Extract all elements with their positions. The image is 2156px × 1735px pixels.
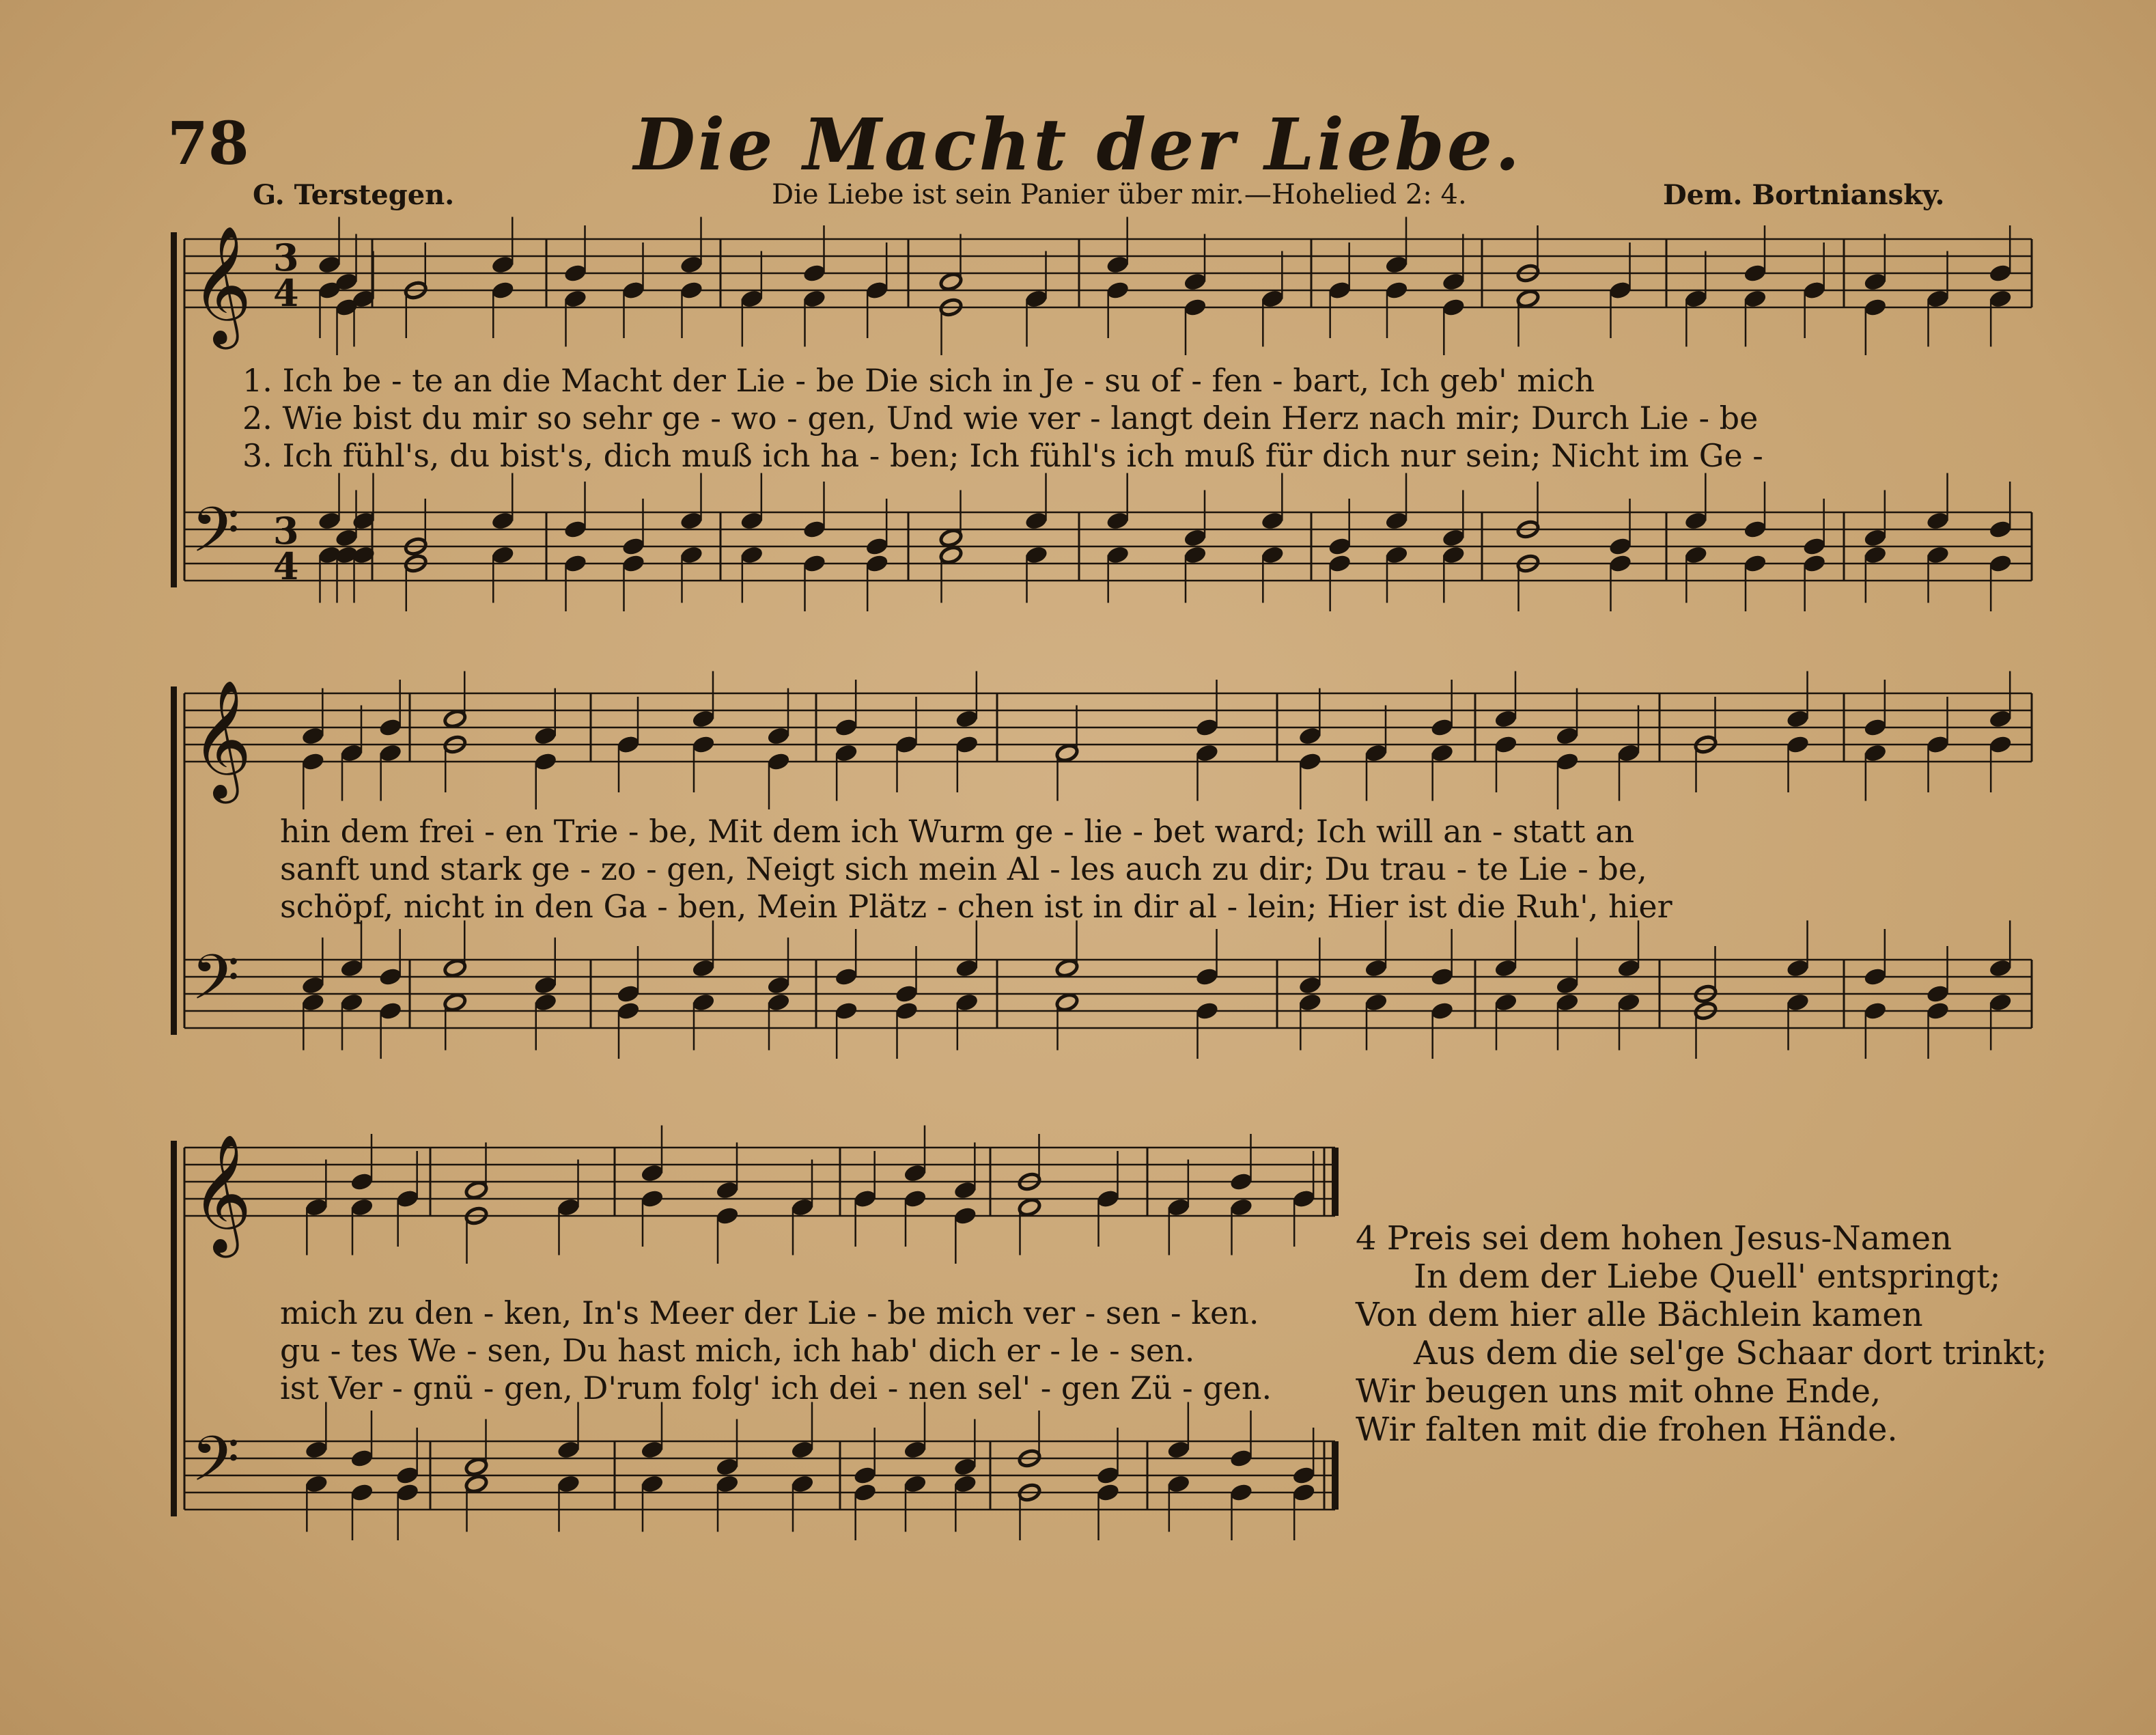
note-head [1616, 743, 1640, 763]
note-head [715, 1180, 739, 1200]
note-head [790, 1197, 814, 1217]
note-head [533, 751, 557, 771]
note-head [1743, 289, 1767, 309]
lyric-line: schöpf, nicht in den Ga - ben, Mein Plätz - chen ist in dir al - lein; Hier ist die Ruh', hier [280, 888, 1672, 925]
note-head [895, 734, 919, 754]
note-head [1328, 553, 1352, 573]
verse4-line: Aus dem die sel'ge Schaar dort trinkt; [1414, 1334, 2047, 1372]
note-head [1684, 289, 1708, 309]
note-head [1555, 726, 1579, 746]
note-head [1494, 709, 1517, 729]
note-head [464, 1180, 488, 1200]
note-head [1863, 717, 1887, 737]
lyric-line: sanft und stark ge - zo - gen, Neigt sich mein Al - les auch zu dir; Du trau - te Lie - be, [280, 850, 1647, 887]
note-head [1608, 280, 1632, 300]
note-head [1926, 511, 1950, 531]
note-head [443, 993, 467, 1012]
note-head [1195, 1001, 1219, 1021]
note-head [1430, 717, 1454, 737]
note-head [1786, 958, 1810, 978]
note-head [350, 1448, 374, 1468]
note-head [680, 280, 703, 300]
note-head [1106, 511, 1130, 531]
note-head [802, 289, 826, 309]
note-head [955, 734, 979, 754]
note-head [1195, 743, 1219, 763]
note-head [766, 993, 790, 1012]
note-head [350, 1197, 374, 1217]
treble-clef-icon: 𝄞 [191, 680, 252, 799]
note-head [339, 958, 363, 978]
note-head [339, 743, 363, 763]
note-head [350, 1171, 374, 1191]
note-head [350, 1482, 374, 1502]
note-head [903, 1163, 927, 1183]
note-head [395, 1465, 419, 1485]
note-head [955, 958, 979, 978]
note-head [443, 958, 467, 978]
system-bracket [171, 686, 177, 1035]
note-head [835, 1001, 858, 1021]
note-head [1802, 536, 1826, 556]
note-head [1926, 545, 1950, 565]
note-head [1261, 289, 1285, 309]
note-head [1229, 1448, 1253, 1468]
note-head [1989, 993, 2013, 1012]
note-head [533, 726, 557, 746]
page-number: 78 [167, 109, 249, 178]
note-head [1430, 743, 1454, 763]
note-head [1863, 528, 1887, 548]
time-signature-bottom: 4 [273, 271, 299, 315]
note-head [1292, 1189, 1316, 1208]
epigraph: Die Liebe ist sein Panier über mir.—Hohelied 2: 4. [772, 179, 1467, 210]
note-head [339, 993, 363, 1012]
note-head [835, 717, 858, 737]
note-head [715, 1206, 739, 1225]
note-head [1494, 734, 1517, 754]
lyric-line: 1. Ich be - te an die Macht der Lie - be Die sich in Je - su of - fen - bart, Ich geb' mich [242, 362, 1595, 399]
note-head [443, 709, 467, 729]
note-head [1055, 743, 1079, 763]
note-head [1555, 993, 1579, 1012]
note-head [563, 519, 587, 539]
note-head [1183, 272, 1207, 292]
note-head [1106, 280, 1130, 300]
note-head [301, 993, 325, 1012]
note-head [1195, 717, 1219, 737]
note-head [616, 1001, 640, 1021]
note-head [1364, 958, 1388, 978]
note-head [853, 1189, 877, 1208]
note-head [1106, 255, 1130, 275]
note-head [378, 967, 402, 986]
note-head [616, 734, 640, 754]
note-head [1989, 553, 2013, 573]
verse-4 [1356, 1219, 2047, 1449]
note-head [953, 1474, 977, 1494]
note-head [1786, 709, 1810, 729]
note-head [301, 751, 325, 771]
note-head [1364, 743, 1388, 763]
note-head [305, 1197, 328, 1217]
system-bracket [171, 232, 177, 587]
note-head [680, 545, 703, 565]
note-head [621, 536, 645, 556]
note-head [1743, 263, 1767, 283]
note-head [1863, 297, 1887, 317]
note-head [563, 553, 587, 573]
note-head [378, 1001, 402, 1021]
time-signature-top: 3 [273, 509, 299, 553]
note-head [1684, 511, 1708, 531]
note-head [1802, 280, 1826, 300]
note-head [1195, 967, 1219, 986]
note-head [1166, 1440, 1190, 1460]
note-head [1494, 958, 1517, 978]
note-head [1555, 751, 1579, 771]
note-head [563, 289, 587, 309]
note-head [853, 1465, 877, 1485]
note-head [1743, 519, 1767, 539]
note-head [903, 1440, 927, 1460]
note-head [939, 272, 963, 292]
note-head [1106, 545, 1130, 565]
note-head [491, 255, 515, 275]
note-head [533, 975, 557, 995]
note-head [1989, 519, 2013, 539]
note-head [640, 1440, 664, 1460]
lyric-line: 3. Ich fühl's, du bist's, dich muß ich ha - ben; Ich fühl's ich muß für dich nur sein; Nicht im Ge - [242, 437, 1763, 474]
note-head [1183, 528, 1207, 548]
note-head [691, 958, 715, 978]
note-head [318, 511, 341, 531]
note-head [1684, 545, 1708, 565]
note-head [802, 263, 826, 283]
note-head [1328, 280, 1352, 300]
bass-clef-icon: 𝄢 [191, 494, 240, 581]
note-head [1096, 1189, 1120, 1208]
note-head [766, 751, 790, 771]
note-head [853, 1482, 877, 1502]
note-head [953, 1206, 977, 1225]
note-head [1298, 975, 1322, 995]
note-head [1024, 545, 1048, 565]
note-head [1989, 734, 2013, 754]
note-head [563, 263, 587, 283]
note-head [557, 1197, 580, 1217]
note-head [1096, 1465, 1120, 1485]
note-head [1384, 280, 1408, 300]
note-head [939, 545, 963, 565]
note-head [395, 1189, 419, 1208]
note-head [1442, 528, 1466, 548]
note-head [1384, 545, 1408, 565]
note-head [1384, 511, 1408, 531]
note-head [305, 1474, 328, 1494]
note-head [1229, 1197, 1253, 1217]
note-head [1863, 1001, 1887, 1021]
lyric-line: gu - tes We - sen, Du hast mich, ich hab' dich er - le - sen. [280, 1332, 1195, 1369]
lyric-line: ist Ver - gnü - gen, D'rum folg' ich dei - nen sel' - gen Zü - gen. [280, 1370, 1272, 1406]
note-head [740, 511, 764, 531]
note-head [491, 545, 515, 565]
note-head [1183, 297, 1207, 317]
note-head [680, 255, 703, 275]
note-head [835, 743, 858, 763]
verse4-line: 4 Preis sei dem hohen Jesus-Namen [1356, 1219, 1952, 1258]
note-head [621, 280, 645, 300]
note-head [766, 726, 790, 746]
verse4-line: In dem der Liebe Quell' entspringt; [1414, 1258, 2001, 1296]
treble-clef-icon: 𝄞 [191, 1134, 252, 1253]
note-head [1364, 993, 1388, 1012]
note-head [1292, 1482, 1316, 1502]
system-bracket [171, 1141, 177, 1516]
note-head [1608, 553, 1632, 573]
time-signature-bottom: 4 [273, 544, 299, 588]
note-head [301, 726, 325, 746]
note-head [1442, 272, 1466, 292]
note-head [1096, 1482, 1120, 1502]
note-head [953, 1457, 977, 1477]
note-head [1926, 984, 1950, 1003]
note-head [301, 975, 325, 995]
note-head [865, 553, 889, 573]
note-head [318, 255, 341, 275]
note-head [464, 1457, 488, 1477]
note-head [1292, 1465, 1316, 1485]
note-head [1442, 545, 1466, 565]
note-head [1926, 734, 1950, 754]
note-head [621, 553, 645, 573]
note-head [715, 1474, 739, 1494]
note-head [1442, 297, 1466, 317]
note-head [1298, 751, 1322, 771]
treble-clef-icon: 𝄞 [191, 225, 252, 344]
note-head [1616, 993, 1640, 1012]
note-head [491, 511, 515, 531]
note-head [1018, 1197, 1041, 1217]
note-head [939, 528, 963, 548]
note-head [533, 993, 557, 1012]
note-head [865, 536, 889, 556]
note-head [835, 967, 858, 986]
note-head [1494, 993, 1517, 1012]
note-head [1989, 958, 2013, 978]
hymn-title: Die Macht der Liebe. [633, 102, 1523, 186]
note-head [395, 1482, 419, 1502]
note-head [640, 1474, 664, 1494]
note-head [1743, 553, 1767, 573]
note-head [1926, 1001, 1950, 1021]
note-head [895, 1001, 919, 1021]
note-head [691, 734, 715, 754]
note-head [1183, 545, 1207, 565]
note-head [715, 1457, 739, 1477]
note-head [740, 545, 764, 565]
note-head [1055, 958, 1079, 978]
note-head [802, 519, 826, 539]
note-head [1166, 1474, 1190, 1494]
note-head [1608, 536, 1632, 556]
note-head [766, 975, 790, 995]
note-head [1024, 511, 1048, 531]
note-head [378, 717, 402, 737]
note-head [1261, 511, 1285, 531]
note-head [955, 709, 979, 729]
note-head [1926, 289, 1950, 309]
note-head [955, 993, 979, 1012]
note-head [953, 1180, 977, 1200]
lyricist: G. Terstegen. [253, 179, 455, 211]
verse4-line: Von dem hier alle Bächlein kamen [1356, 1296, 1923, 1334]
note-head [1863, 272, 1887, 292]
note-head [1863, 545, 1887, 565]
note-head [1384, 255, 1408, 275]
time-signature-top: 3 [273, 236, 299, 279]
note-head [464, 1474, 488, 1494]
bass-clef-icon: 𝄢 [191, 1423, 240, 1510]
verse4-line: Wir beugen uns mit ohne Ende, [1356, 1372, 1881, 1411]
note-head [740, 289, 764, 309]
note-head [1786, 734, 1810, 754]
verse4-line: Wir falten mit die frohen Hände. [1356, 1411, 1898, 1449]
note-head [865, 280, 889, 300]
note-head [1989, 709, 2013, 729]
lyric-line: hin dem frei - en Trie - be, Mit dem ich Wurm ge - lie - bet ward; Ich will an - statt an [280, 813, 1635, 850]
note-head [1166, 1197, 1190, 1217]
note-head [1229, 1482, 1253, 1502]
note-head [903, 1189, 927, 1208]
note-head [790, 1474, 814, 1494]
note-head [1555, 975, 1579, 995]
note-head [1430, 967, 1454, 986]
note-head [1989, 289, 2013, 309]
note-head [1516, 289, 1540, 309]
note-head [1298, 993, 1322, 1012]
note-head [903, 1474, 927, 1494]
note-head [691, 709, 715, 729]
note-head [1229, 1171, 1253, 1191]
note-head [1786, 993, 1810, 1012]
note-head [557, 1474, 580, 1494]
bass-clef-icon: 𝄢 [191, 941, 240, 1029]
composer: Dem. Bortniansky. [1663, 179, 1945, 211]
note-head [335, 528, 359, 548]
note-head [305, 1440, 328, 1460]
note-head [1055, 993, 1079, 1012]
note-head [557, 1440, 580, 1460]
note-head [1802, 553, 1826, 573]
note-head [895, 984, 919, 1003]
note-head [640, 1163, 664, 1183]
lyric-line: mich zu den - ken, In's Meer der Lie - be mich ver - sen - ken. [280, 1294, 1259, 1331]
note-head [802, 553, 826, 573]
note-head [1298, 726, 1322, 746]
note-head [1863, 967, 1887, 986]
lyric-line: 2. Wie bist du mir so sehr ge - wo - gen, Und wie ver - langt dein Herz nach mir; Durch Lie - be [242, 400, 1759, 436]
note-head [491, 280, 515, 300]
note-head [1024, 289, 1048, 309]
note-head [1863, 743, 1887, 763]
note-head [616, 984, 640, 1003]
note-head [1261, 545, 1285, 565]
note-head [1430, 1001, 1454, 1021]
note-head [378, 743, 402, 763]
note-head [790, 1440, 814, 1460]
note-head [1989, 263, 2013, 283]
note-head [1328, 536, 1352, 556]
note-head [680, 511, 703, 531]
note-head [1616, 958, 1640, 978]
note-head [640, 1189, 664, 1208]
note-head [691, 993, 715, 1012]
